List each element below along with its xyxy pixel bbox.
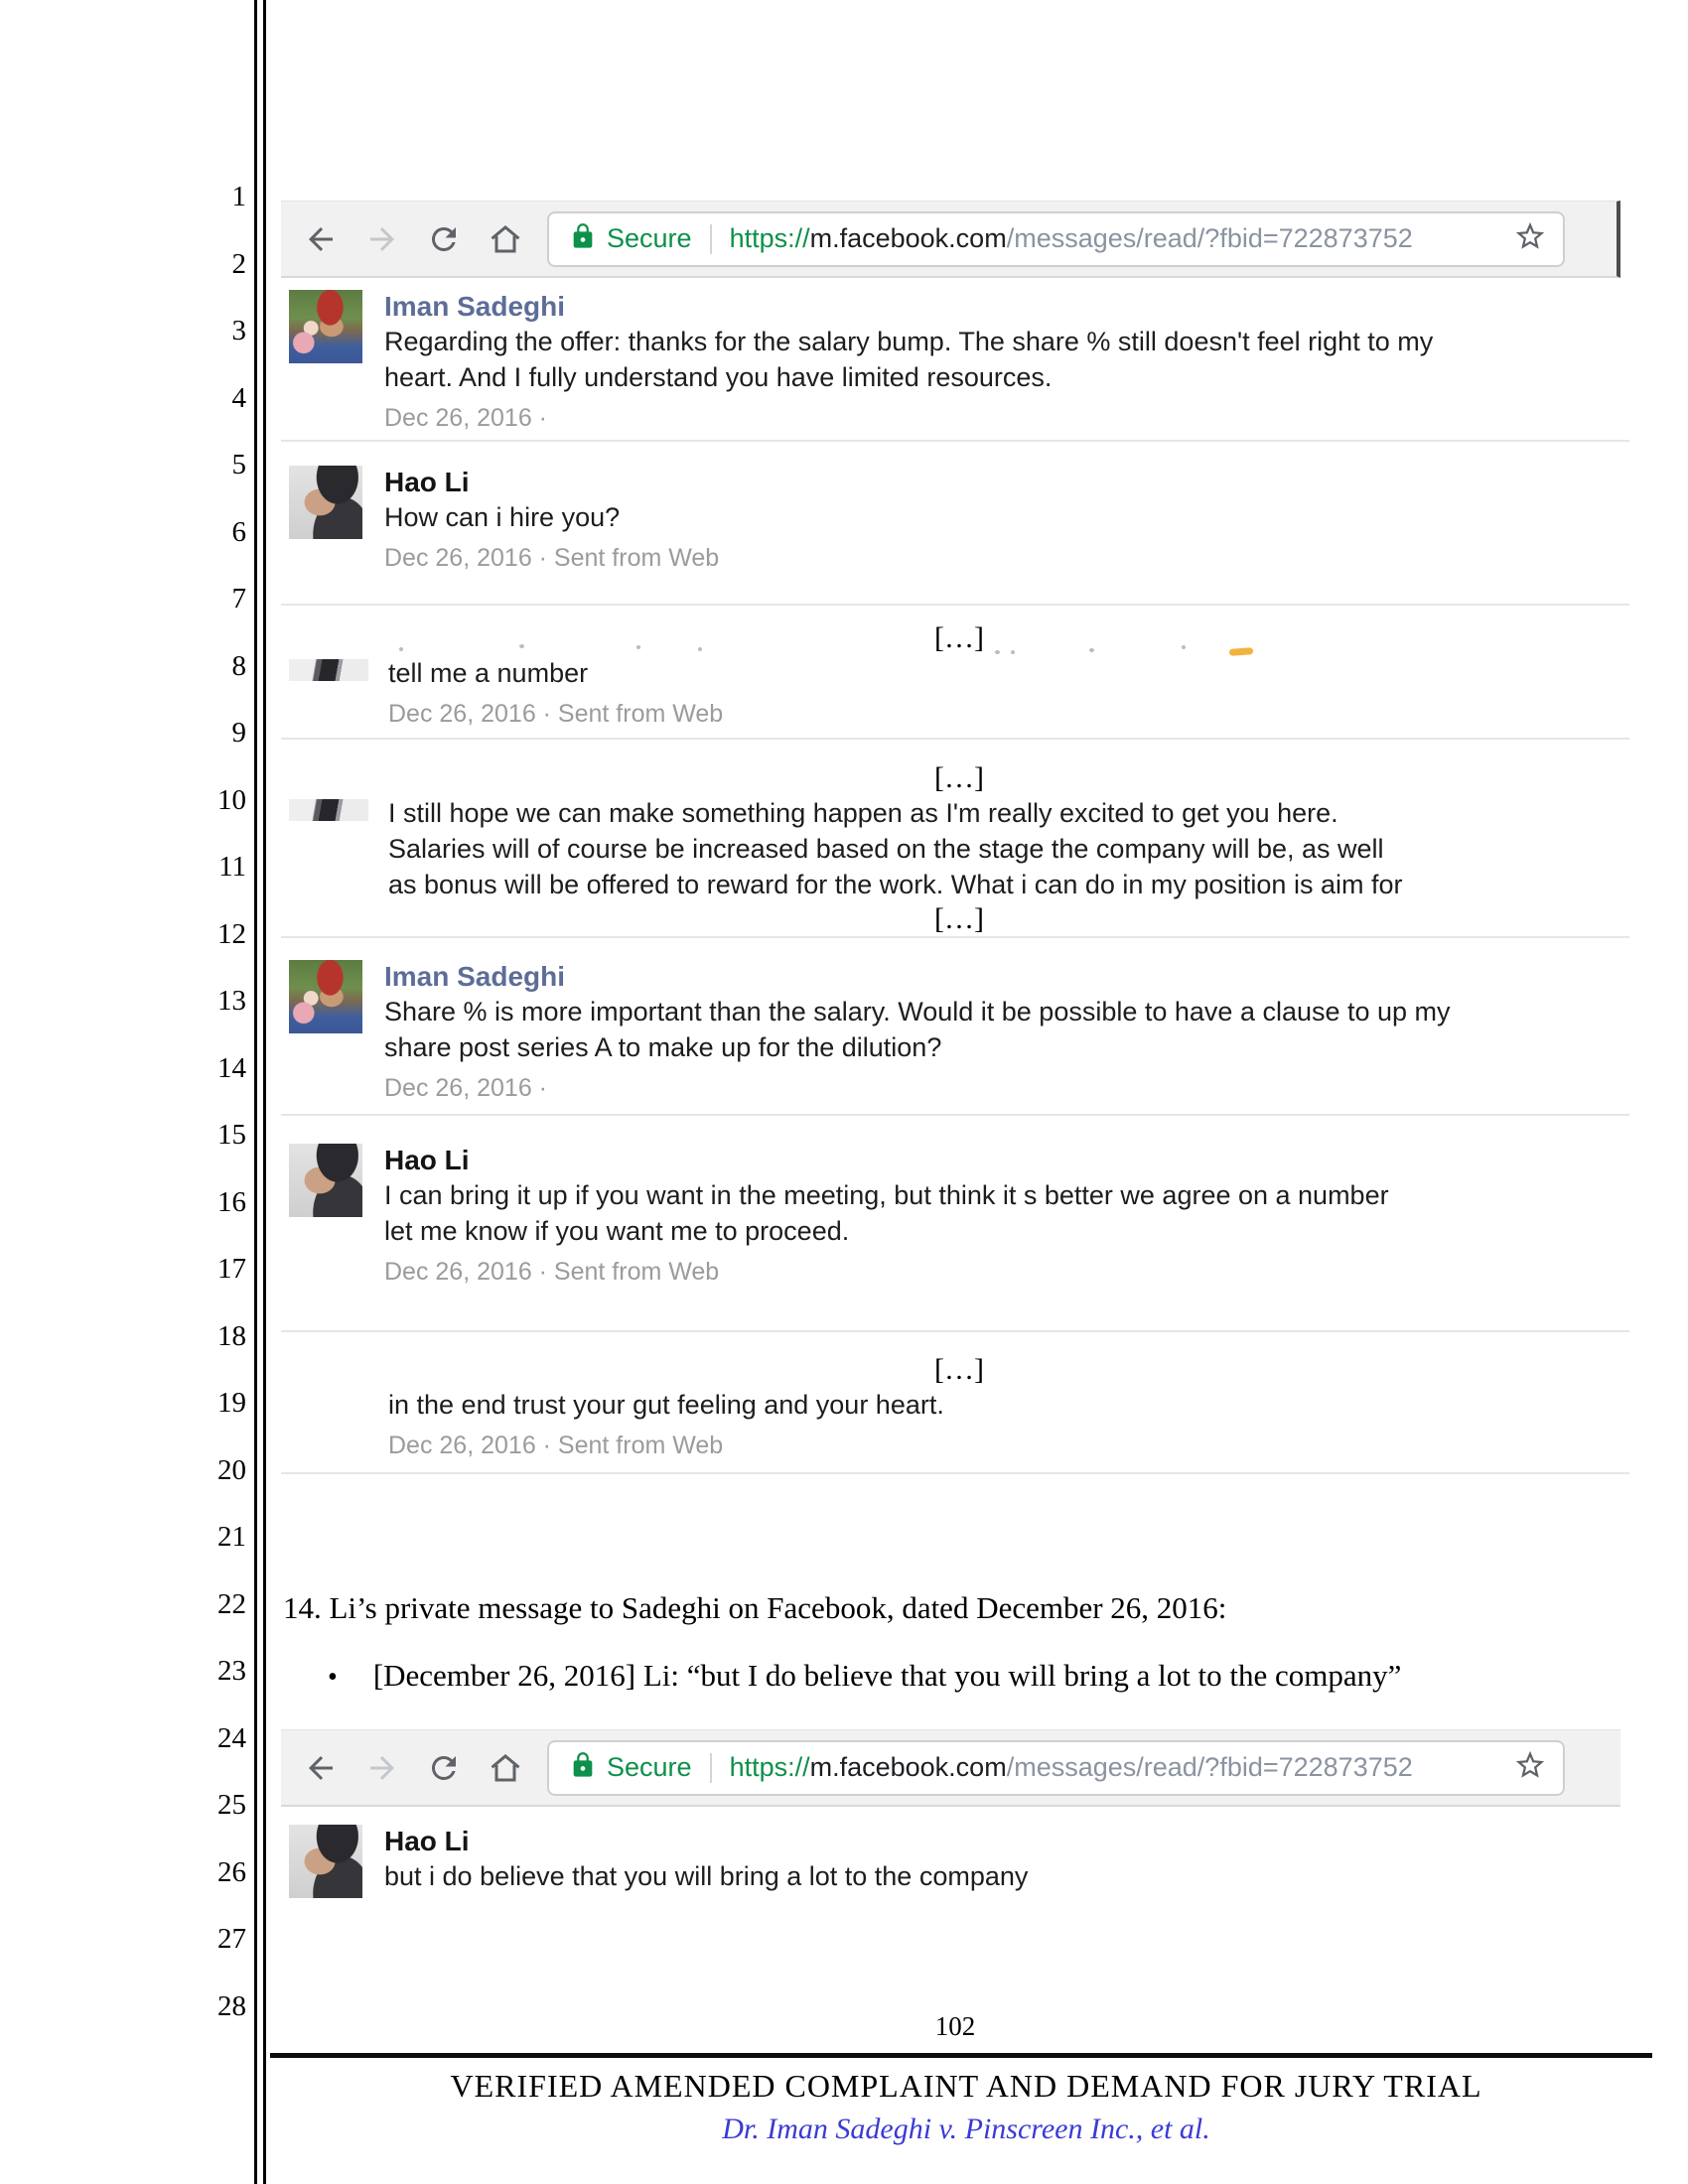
secure-label: Secure — [607, 1752, 692, 1782]
complaint-item-14-bullet — [328, 1658, 1618, 1698]
url-host: m.facebook.com — [809, 1752, 1007, 1782]
line-number: 19 — [217, 1387, 246, 1419]
message-text: Share % is more important than the salary. Would it be possible to have a clause to up my — [384, 997, 1451, 1026]
line-number: 6 — [231, 515, 246, 548]
secure-label: Secure — [607, 223, 692, 253]
message-text: How can i hire you? — [384, 502, 621, 532]
erased-avatar-fragment — [289, 799, 368, 821]
avatar-hao-li[interactable] — [289, 1825, 362, 1898]
sender-name[interactable]: Hao Li — [384, 467, 470, 497]
line-number: 28 — [217, 1989, 246, 2022]
message-text: I still hope we can make something happen as I'm really excited to get you here. — [388, 798, 1338, 828]
sender-name[interactable]: Iman Sadeghi — [384, 291, 566, 322]
line-number: 16 — [217, 1185, 246, 1218]
avatar-hao-li[interactable] — [289, 1144, 362, 1217]
avatar-iman-sadeghi[interactable] — [289, 960, 362, 1033]
message-date: Dec 26, 2016 · Sent from Web — [384, 544, 720, 572]
facebook-message-thread — [281, 278, 1629, 1474]
forward-icon[interactable] — [364, 221, 400, 257]
bookmark-star-icon[interactable] — [1513, 219, 1547, 258]
line-number: 25 — [217, 1789, 246, 1821]
redaction-marker: […] — [934, 621, 984, 654]
message-text: Salaries will of course be increased based on the stage the company will be, as well — [388, 834, 1384, 864]
line-number: 11 — [218, 851, 246, 883]
message-text: I can bring it up if you want in the meeting, but think it s better we agree on a number — [384, 1180, 1389, 1210]
message-redacted-3 — [281, 1332, 1629, 1474]
bullet-icon: • — [328, 1662, 338, 1693]
message-hao-3 — [281, 1809, 1629, 1928]
pleading-rule-outer — [254, 0, 257, 2184]
url-scheme: https:// — [729, 1752, 810, 1782]
lock-icon — [569, 1751, 597, 1784]
erased-text-remnant — [636, 645, 640, 649]
forward-icon[interactable] — [364, 1750, 400, 1786]
message-text: tell me a number — [388, 658, 589, 688]
back-icon[interactable] — [303, 1750, 339, 1786]
erased-text-remnant — [1089, 648, 1094, 652]
reload-icon[interactable] — [426, 221, 462, 257]
line-number-column — [129, 177, 246, 2053]
browser-nav-icons — [281, 221, 547, 257]
line-number: 10 — [217, 783, 246, 816]
message-text: Regarding the offer: thanks for the salary bump. The share % still doesn't feel right to my — [384, 327, 1434, 356]
url-host: m.facebook.com — [809, 223, 1007, 253]
avatar-iman-sadeghi[interactable] — [289, 290, 362, 363]
line-number: 24 — [217, 1721, 246, 1754]
message-text: in the end trust your gut feeling and your heart. — [388, 1390, 944, 1420]
line-number: 14 — [217, 1051, 246, 1084]
message-text: share post series A to make up for the dilution? — [384, 1032, 942, 1062]
line-number: 20 — [217, 1453, 246, 1486]
home-icon[interactable] — [488, 1750, 523, 1786]
line-number: 27 — [217, 1923, 246, 1955]
pleading-rule-inner — [263, 0, 266, 2184]
facebook-message-thread-2 — [281, 1809, 1629, 1928]
lock-icon — [569, 222, 597, 255]
page-url — [730, 1752, 1501, 1783]
message-redacted-1 — [281, 606, 1629, 740]
message-redacted-2 — [281, 740, 1629, 938]
line-number: 21 — [217, 1521, 246, 1553]
page-url — [730, 223, 1501, 254]
line-number: 3 — [231, 315, 246, 346]
message-text: but i do believe that you will bring a lot to the company — [384, 1861, 1029, 1891]
url-path: /messages/read/?fbid=722873752 — [1006, 223, 1413, 253]
url-scheme: https:// — [729, 223, 810, 253]
line-number: 18 — [217, 1319, 246, 1352]
line-number: 2 — [231, 247, 246, 280]
erased-text-remnant — [698, 647, 702, 651]
line-number: 17 — [217, 1253, 246, 1285]
message-date: Dec 26, 2016 · — [384, 404, 547, 432]
line-number: 7 — [231, 583, 246, 614]
page-number: 102 — [934, 2011, 976, 2041]
line-number: 5 — [231, 449, 246, 480]
home-icon[interactable] — [488, 221, 523, 257]
erased-avatar-fragment — [289, 659, 368, 681]
url-omnibox[interactable] — [547, 211, 1565, 267]
browser-address-bar-2 — [281, 1729, 1620, 1807]
reload-icon[interactable] — [426, 1750, 462, 1786]
line-number: 26 — [217, 1855, 246, 1888]
back-icon[interactable] — [303, 221, 339, 257]
message-hao-1 — [281, 442, 1629, 606]
redaction-marker: […] — [934, 902, 984, 935]
message-date: Dec 26, 2016 · Sent from Web — [388, 700, 724, 728]
line-number: 15 — [217, 1119, 246, 1151]
redaction-marker: […] — [934, 761, 984, 794]
url-omnibox[interactable] — [547, 1740, 1565, 1796]
line-number: 13 — [217, 985, 246, 1017]
message-iman-1 — [281, 278, 1629, 442]
line-number: 22 — [217, 1587, 246, 1620]
footer-case-name: Dr. Iman Sadeghi v. Pinscreen Inc., et al. — [722, 2113, 1210, 2145]
erased-text-remnant — [399, 647, 403, 651]
omnibox-separator — [710, 1753, 712, 1783]
avatar-hao-li[interactable] — [289, 466, 362, 539]
erased-text-remnant — [1182, 645, 1186, 649]
line-number: 9 — [231, 717, 246, 749]
line-number: 4 — [231, 381, 246, 414]
line-number: 1 — [231, 181, 246, 212]
message-hao-2 — [281, 1116, 1629, 1332]
message-text: let me know if you want me to proceed. — [384, 1216, 850, 1246]
line-number: 8 — [231, 649, 246, 682]
url-path: /messages/read/?fbid=722873752 — [1006, 1752, 1413, 1782]
browser-nav-icons — [281, 1750, 547, 1786]
footer-title: VERIFIED AMENDED COMPLAINT AND DEMAND FOR JURY TRIAL — [450, 2068, 1482, 2104]
bookmark-star-icon[interactable] — [1513, 1748, 1547, 1787]
bullet-text: [December 26, 2016] Li: “but I do believe that you will bring a lot to the company” — [372, 1658, 1402, 1693]
sender-name[interactable]: Hao Li — [384, 1826, 470, 1856]
sender-name[interactable]: Iman Sadeghi — [384, 961, 566, 992]
line-number: 23 — [217, 1655, 246, 1687]
message-iman-2 — [281, 938, 1629, 1116]
redaction-marker: […] — [934, 1353, 984, 1386]
erased-text-remnant — [519, 644, 524, 648]
erased-text-remnant — [1011, 650, 1015, 654]
message-date: Dec 26, 2016 · — [384, 1074, 547, 1102]
erased-text-remnant — [995, 650, 1000, 654]
footer-rule — [270, 2053, 1652, 2058]
message-text: heart. And I fully understand you have limited resources. — [384, 362, 1053, 392]
message-date: Dec 26, 2016 · Sent from Web — [388, 1432, 724, 1459]
complaint-item-14: 14. Li’s private message to Sadeghi on Facebook, dated December 26, 2016: — [283, 1590, 1227, 1625]
omnibox-separator — [710, 224, 712, 254]
sender-name[interactable]: Hao Li — [384, 1145, 470, 1175]
line-number: 12 — [217, 917, 246, 950]
browser-address-bar — [281, 201, 1620, 278]
message-text: as bonus will be offered to reward for the work. What i can do in my position is aim for — [388, 870, 1403, 899]
message-date: Dec 26, 2016 · Sent from Web — [384, 1258, 720, 1286]
